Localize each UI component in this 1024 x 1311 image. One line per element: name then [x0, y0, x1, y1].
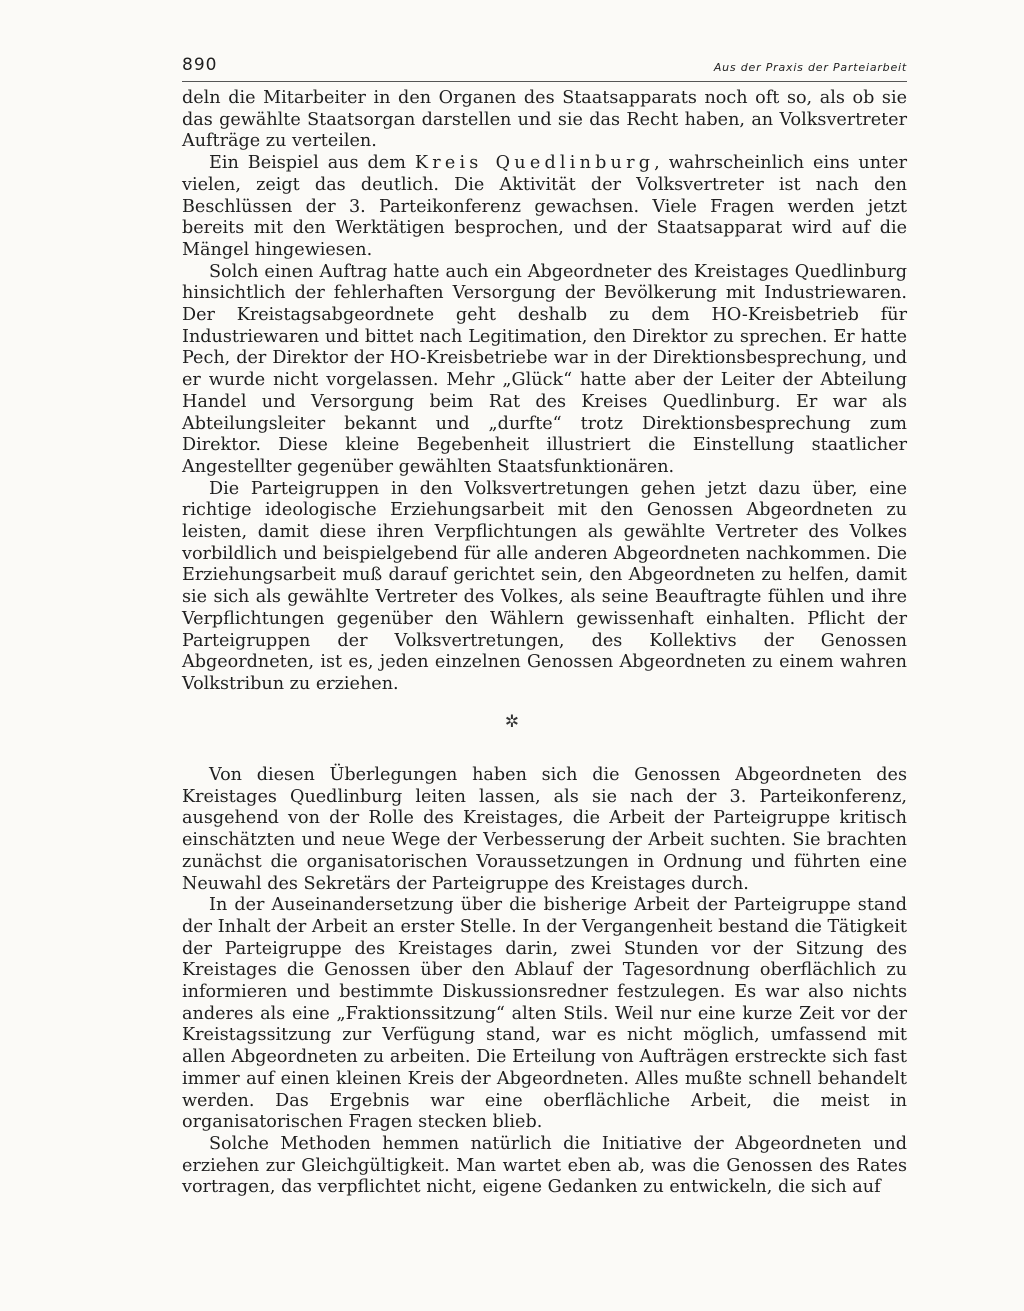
spaced-emphasis: Kreis Quedlinburg	[414, 153, 655, 174]
paragraph: Die Parteigruppen in den Volksvertretungen gehen jetzt dazu über, eine richtige ideologische Erziehungsarbeit mit den Genossen Abgeordneten zu leisten, damit diese ihren Verpflichtungen als gewählte Vertreter des Volkes vorbildlich und beispielgebend für alle anderen Abgeordneten nachkommen. Die Erziehungsarbeit muß darauf gerichtet sein, den Abgeordneten zu helfen, damit sie sich als gewählte Vertreter des Volkes, als seine Beauftragte fühlen und ihre Verpflichtungen gegenüber den Wählern gewissenhaft einhalten. Pflicht der Parteigruppen der Volksvertretungen, des Kollektivs der Genossen Abgeordneten, ist es, jeden einzelnen Genossen Abgeordneten zu einem wahren Volkstribun zu erziehen.	[182, 478, 907, 694]
page-number: 890	[182, 55, 218, 75]
paragraph: Von diesen Überlegungen haben sich die Genossen Abgeordneten des Kreistages Quedlinburg leiten lassen, als sie nach der 3. Parteikonferenz, ausgehend von der Rolle des Kreistages, die Arbeit der Parteigruppe kritisch einschätzten und neue Wege der Verbesserung der Arbeit suchten. Sie brachten zunächst die organisatorischen Voraussetzungen in Ordnung und führten eine Neuwahl des Sekretärs der Parteigruppe des Kreistages durch.	[182, 765, 907, 894]
page-header	[182, 55, 907, 82]
paragraph: Solch einen Auftrag hatte auch ein Abgeordneter des Kreistages Quedlinburg hinsichtlich der fehlerhaften Versorgung der Bevölkerung mit Industriewaren. Der Kreistagsabgeordnete geht deshalb zu dem HO-Kreisbetrieb für Industriewaren und bittet nach Legitimation, den Direktor zu sprechen. Er hatte Pech, der Direktor der HO-Kreisbetriebe war in der Direktionsbesprechung, und er wurde nicht vorgelassen. Mehr „Glück“ hatte aber der Leiter der Abteilung Handel und Versorgung beim Rat des Kreises Quedlinburg. Er war als Abteilungsleiter bekannt und „durfte“ trotz Direktionsbesprechung zum Direktor. Diese kleine Begebenheit illustriert die Einstellung staatlicher Angestellter gegenüber gewählten Staatsfunktionären.	[182, 261, 907, 477]
section-2	[182, 765, 907, 1199]
paragraph: Solche Methoden hemmen natürlich die Initiative der Abgeordneten und erziehen zur Gleichgültigkeit. Man wartet eben ab, was die Genossen des Rates vortragen, das verpflichtet nicht, eigene Gedanken zu entwickeln, die sich auf	[182, 1133, 907, 1198]
running-head: Aus der Praxis der Parteiarbeit	[713, 61, 907, 74]
section-1	[182, 88, 907, 696]
paragraph	[182, 153, 907, 262]
paragraph: In der Auseinandersetzung über die bisherige Arbeit der Parteigruppe stand der Inhalt der Arbeit an erster Stelle. In der Vergangenheit bestand die Tätigkeit der Parteigruppe des Kreistages darin, zwei Stunden vor der Sitzung des Kreistages die Genossen über den Ablauf der Tagesordnung oberflächlich zu informieren und bestimmte Diskussionsredner festzulegen. Es war also nichts anderes als eine „Fraktionssitzung“ alten Stils. Weil nur eine kurze Zeit vor der Kreistagssitzung zur Verfügung stand, war es nicht möglich, umfassend mit allen Abgeordneten zu arbeiten. Die Erteilung von Aufträgen erstreckte sich fast immer auf einen kleinen Kreis der Abgeordneten. Alles mußte schnell behandelt werden. Das Ergebnis war eine oberflächliche Arbeit, die meist in organisatorischen Fragen stecken blieb.	[182, 895, 907, 1133]
paragraph: deln die Mitarbeiter in den Organen des Staatsapparats noch oft so, als ob sie das gewählte Staatsorgan darstellen und sie das Recht haben, an Volksvertreter Aufträge zu verteilen.	[182, 88, 907, 152]
text-run: Ein Beispiel aus dem	[209, 153, 415, 174]
text-run: , wahrscheinlich eins unter vielen, zeigt das deutlich. Die Aktivität der Volksvertreter ist nach den Beschlüssen der 3. Parteikonferenz gewachsen. Viele Fragen werden jetzt bereits mit den Werktätigen besprochen, und der Staatsapparat wird auf die Mängel hingewiesen.	[182, 153, 907, 260]
section-separator-asterisk: ✲	[504, 712, 520, 732]
